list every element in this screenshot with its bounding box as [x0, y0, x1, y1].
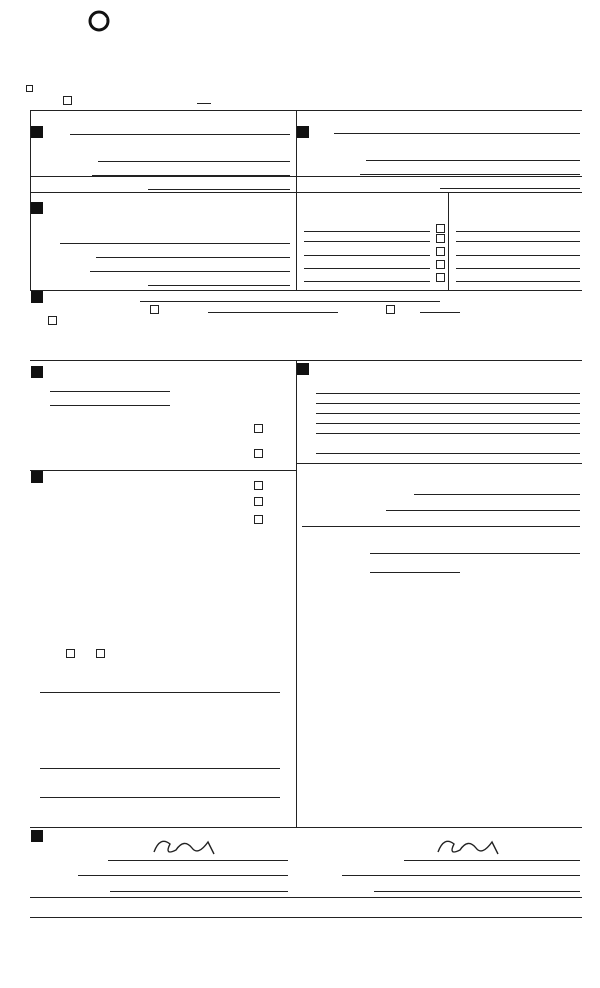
section-7-badge	[297, 363, 309, 375]
unincorporated-checkbox[interactable]	[150, 305, 159, 314]
section3-top-rule	[30, 192, 582, 193]
s3-phone-rule[interactable]	[148, 285, 290, 286]
perjury-top-rule	[30, 897, 582, 898]
buyer-mailing-rule	[366, 160, 580, 161]
section-8-badge	[31, 830, 43, 842]
street-rule	[140, 301, 440, 302]
revenue-logo	[36, 10, 106, 50]
parcel-rule-4	[304, 268, 430, 269]
seller-date-rule[interactable]	[110, 891, 288, 892]
partial-sale-checkbox[interactable]	[63, 96, 72, 105]
tax-totals-block	[300, 689, 582, 809]
parcel-5-personal-checkbox[interactable]	[436, 273, 445, 282]
buyer-name-rule	[334, 133, 580, 134]
reason-rule	[386, 510, 580, 511]
segregated-checkbox[interactable]	[48, 316, 57, 325]
parcel-rule-3	[304, 255, 430, 256]
reason-rule-2	[302, 526, 580, 527]
parcel-rule-2	[304, 241, 430, 242]
section-5-badge	[31, 366, 43, 378]
section12-bottom-rule	[30, 176, 582, 177]
tax-brackets-block	[300, 636, 582, 696]
land-use-rule	[50, 391, 170, 392]
parcel-2-personal-checkbox[interactable]	[436, 234, 445, 243]
s7-rule-6	[316, 453, 580, 454]
section6-top-rule	[30, 470, 296, 471]
value-rule-1	[456, 231, 580, 232]
s7-rule-1	[316, 393, 580, 394]
value-rule-4	[456, 268, 580, 269]
s3-name-rule[interactable]	[60, 243, 290, 244]
parcel-rule-1	[304, 231, 430, 232]
seller-mailing-rule	[98, 161, 290, 162]
city-rule	[420, 312, 460, 313]
buyer-phone-rule	[440, 188, 580, 189]
section8-top-rule	[30, 827, 582, 828]
seller-name-rule	[70, 134, 290, 135]
multi-location-checkbox[interactable]	[26, 85, 33, 92]
land-does-not-checkbox[interactable]	[96, 649, 105, 658]
selling-price-block	[300, 578, 582, 638]
s7-rule-3	[316, 413, 580, 414]
value-rule-3	[456, 255, 580, 256]
additional-codes-rule[interactable]	[50, 405, 170, 406]
buyer-city-rule	[360, 174, 580, 175]
land-does-checkbox[interactable]	[66, 649, 75, 658]
perjury-bottom-rule	[30, 917, 582, 918]
buyer-name-print-rule[interactable]	[342, 875, 580, 876]
s5-q1-yes[interactable]	[254, 424, 263, 433]
parcel-rule-5	[304, 281, 430, 282]
s3-mailing-rule[interactable]	[96, 257, 290, 258]
deputy-sig-rule[interactable]	[40, 692, 280, 693]
buyer-date-rule[interactable]	[374, 891, 580, 892]
parcel-4-personal-checkbox[interactable]	[436, 260, 445, 269]
s6-q3-yes[interactable]	[254, 515, 263, 524]
new-owner-sig-rule-1[interactable]	[40, 768, 280, 769]
section-6-badge	[31, 471, 43, 483]
parcel-1-personal-checkbox[interactable]	[436, 224, 445, 233]
s7-rule-4	[316, 423, 580, 424]
s6-q2-yes[interactable]	[254, 497, 263, 506]
section4-top-rule	[30, 290, 582, 291]
county-rule	[208, 312, 338, 313]
seller-name-print-rule[interactable]	[78, 875, 288, 876]
buyer-signature-mark	[434, 834, 504, 860]
doc-type-rule	[370, 553, 580, 554]
section-2-badge	[297, 126, 309, 138]
section-3-badge	[31, 202, 43, 214]
wa-swoosh-icon	[88, 10, 110, 32]
section-1-badge	[31, 126, 43, 138]
section57-divider	[296, 360, 297, 827]
parcel-3-personal-checkbox[interactable]	[436, 247, 445, 256]
s6-q1-yes[interactable]	[254, 481, 263, 490]
section-4-badge	[31, 291, 43, 303]
seller-signature	[150, 834, 220, 864]
section12-top-rule	[30, 110, 582, 111]
city-of-checkbox[interactable]	[386, 305, 395, 314]
exemption-top-rule	[296, 463, 582, 464]
s5-q2-yes[interactable]	[254, 449, 263, 458]
s3-city-rule[interactable]	[90, 271, 290, 272]
new-owner-sig-rule-2[interactable]	[40, 797, 280, 798]
s7-rule-2	[316, 403, 580, 404]
doc-date-rule	[370, 572, 460, 573]
value-rule-5	[456, 281, 580, 282]
seller-signature-mark	[150, 834, 220, 860]
s7-rule-5	[316, 433, 580, 434]
wac-rule	[414, 494, 580, 495]
value-rule-2	[456, 241, 580, 242]
buyer-signature	[434, 834, 504, 864]
seller-phone-rule	[148, 189, 290, 190]
partial-percent-field[interactable]	[197, 103, 211, 104]
section5-top-rule	[30, 360, 582, 361]
seller-city-rule	[92, 175, 290, 176]
parcel-col-divider	[448, 192, 449, 290]
